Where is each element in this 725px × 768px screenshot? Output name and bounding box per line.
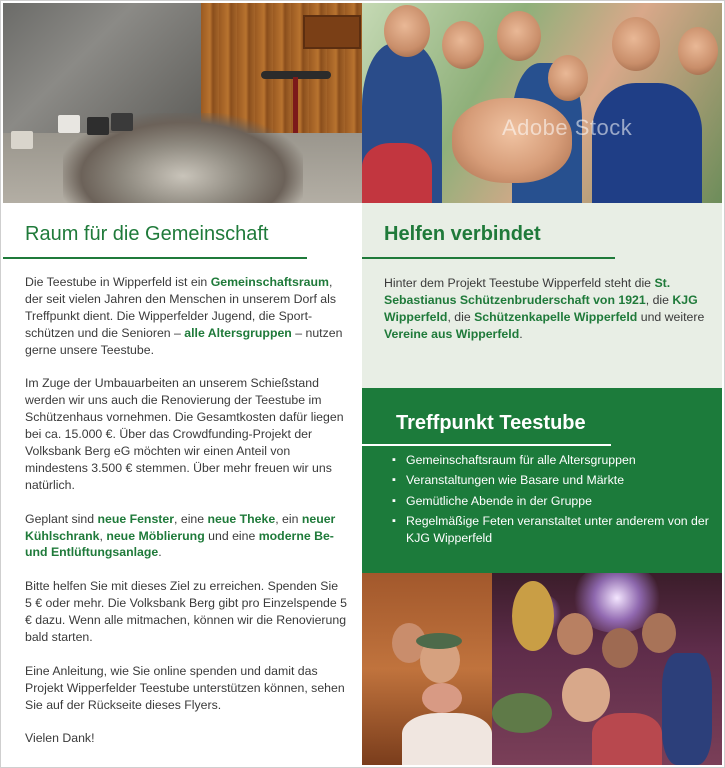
person-shirt bbox=[592, 713, 662, 765]
heading-rule bbox=[362, 257, 615, 259]
person-head bbox=[422, 683, 462, 713]
list-item: ▪ Regelmäßige Feten veranstaltet unter anderem von der KJG Wipperfeld bbox=[392, 513, 712, 547]
cap bbox=[416, 633, 462, 649]
text-run: , der seit vielen Jahren den Menschen in unserem Dorf als Treffpunkt dient. Die Wipperfelder Jugend, die Sport-schützen und die Senioren – bbox=[25, 275, 337, 340]
highlight-text: neue Theke bbox=[207, 511, 276, 526]
bucket bbox=[111, 113, 133, 131]
highlight-text: Gemeinschaftsraum bbox=[210, 275, 329, 289]
person-head bbox=[557, 613, 593, 655]
person-head bbox=[562, 668, 610, 722]
person-head bbox=[602, 628, 638, 668]
text-run: . bbox=[519, 326, 523, 341]
section-heading: Helfen verbindet bbox=[384, 223, 541, 245]
feature-list bbox=[392, 452, 712, 550]
text-run: , eine bbox=[174, 511, 208, 526]
helfen-verbindet-box bbox=[362, 203, 722, 388]
section-heading: Treffpunkt Teestube bbox=[396, 412, 586, 434]
text-run: Hinter dem Projekt Teestube Wipperfeld steht die bbox=[384, 276, 655, 290]
highlight-text: moderne Be- und Entlüftungsanlage bbox=[25, 528, 334, 560]
text-run: und eine bbox=[204, 528, 259, 543]
list-item: ▪ Gemütliche Abende in der Gruppe bbox=[392, 493, 712, 510]
heading-rule bbox=[3, 257, 307, 259]
person-shirt bbox=[662, 653, 712, 765]
person-shirt bbox=[362, 143, 432, 203]
paragraph bbox=[25, 511, 347, 562]
highlight-text: neue Fenster bbox=[97, 511, 175, 526]
person-shirt bbox=[592, 83, 702, 203]
person-face bbox=[548, 55, 588, 101]
highlight-text: Vereine aus Wipperfeld bbox=[384, 326, 520, 341]
highlight-text: Schützenkapelle Wipperfeld bbox=[474, 309, 638, 324]
body-text bbox=[384, 275, 714, 343]
person-face bbox=[678, 27, 718, 75]
paragraph: Im Zuge der Umbauarbeiten an unserem Schießstand werden wir uns auch die Renovierung der Teestube im Schützenhaus vornehmen. Die Gesamtkosten dafür liegen bei ca. 15.000 €. Über das Crowdfunding-Projekt der Volksbank Berg eG möchten wir einen Anteil von mindestens 3.500 € stemmen. Über mehr freuen wir uns natürlich. bbox=[25, 376, 344, 492]
text-run: Geplant sind bbox=[25, 511, 98, 526]
left-column bbox=[3, 203, 362, 765]
list-item: ▪ Veranstaltungen wie Basare und Märkte bbox=[392, 472, 712, 489]
highlight-text: neue Möblierung bbox=[106, 528, 205, 543]
paragraph: Bitte helfen Sie mit dieses Ziel zu erreichen. Spenden Sie 5 € oder mehr. Die Volksbank Berg gibt pro Einzelspende 5 € dazu. Wenn alle mitmachen, können wir die Renovierung bald starten. bbox=[25, 579, 347, 644]
highlight-text: alle Altersgruppen bbox=[184, 325, 292, 340]
bucket bbox=[11, 131, 33, 149]
closing-line: Vielen Dank! bbox=[25, 731, 95, 746]
heading-rule bbox=[362, 444, 611, 446]
list-item: ▪ Gemeinschaftsraum für alle Altersgruppen bbox=[392, 452, 712, 469]
text-run: , die bbox=[645, 292, 673, 307]
person-head bbox=[642, 613, 676, 653]
highlight-text: KJG Wipperfeld bbox=[384, 292, 698, 324]
body-text bbox=[25, 274, 347, 764]
text-run: . bbox=[158, 545, 162, 560]
stock-watermark: Adobe Stock bbox=[502, 115, 633, 140]
party-crowd-photo bbox=[362, 573, 722, 765]
text-run: Die Teestube in Wipperfeld ist ein bbox=[25, 275, 211, 289]
text-run: – nutzen gerne unsere Teestube. bbox=[25, 325, 343, 357]
person-shirt bbox=[402, 713, 492, 765]
group-hands-photo bbox=[362, 3, 722, 203]
person-face bbox=[612, 17, 660, 71]
highlight-text: St. Sebastianus Schützenbruderschaft von 1921 bbox=[384, 276, 671, 307]
paragraph bbox=[25, 274, 347, 359]
person-head bbox=[512, 581, 554, 651]
wall-board bbox=[303, 15, 361, 49]
bucket bbox=[87, 117, 109, 135]
text-run: , bbox=[99, 528, 107, 543]
person-face bbox=[442, 21, 484, 69]
person-face bbox=[384, 5, 430, 57]
section-heading: Raum für die Gemeinschaft bbox=[25, 223, 269, 245]
text-run: , ein bbox=[275, 511, 302, 526]
highlight-text: neuer Kühlschrank bbox=[25, 511, 336, 543]
treffpunkt-box bbox=[362, 388, 722, 573]
cap bbox=[492, 693, 552, 733]
text-run: und weitere bbox=[637, 309, 705, 324]
person-face bbox=[497, 11, 541, 61]
paragraph: Eine Anleitung, wie Sie online spenden und damit das Projekt Wipperfelder Teestube unterstützen können, sehen Sie auf der Rückseite dieses Flyers. bbox=[25, 663, 345, 712]
bucket bbox=[58, 115, 80, 133]
rubble-room-photo bbox=[3, 3, 362, 203]
text-run: , die bbox=[447, 309, 475, 324]
